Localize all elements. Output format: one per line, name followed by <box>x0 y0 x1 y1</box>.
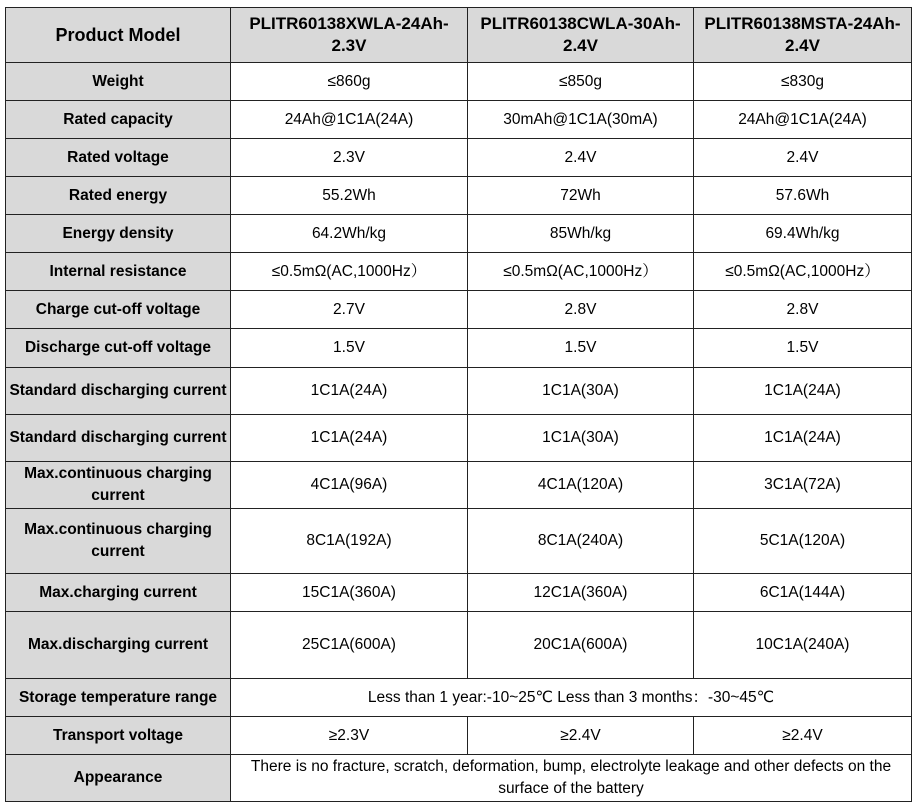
model-name: PLITR60138MSTA-24Ah-2.4V <box>694 8 912 63</box>
storage-temperature-value: Less than 1 year:-10~25℃ Less than 3 months：-30~45℃ <box>231 679 912 717</box>
cell-value: 10C1A(240A) <box>694 612 912 679</box>
cell-value: 8C1A(240A) <box>468 509 694 574</box>
row-label: Energy density <box>6 215 231 253</box>
cell-value: 2.7V <box>231 291 468 329</box>
table-row <box>6 368 912 415</box>
row-label: Transport voltage <box>6 717 231 755</box>
model-name: PLITR60138XWLA-24Ah-2.3V <box>231 8 468 63</box>
cell-value: 1.5V <box>231 329 468 368</box>
cell-value: 85Wh/kg <box>468 215 694 253</box>
table-row <box>6 462 912 509</box>
cell-value: ≤830g <box>694 63 912 101</box>
row-label: Storage temperature range <box>6 679 231 717</box>
table-row <box>6 253 912 291</box>
header-row <box>6 8 912 63</box>
cell-value: 12C1A(360A) <box>468 574 694 612</box>
table-row <box>6 509 912 574</box>
cell-value: ≤850g <box>468 63 694 101</box>
cell-value: 4C1A(96A) <box>231 462 468 509</box>
cell-value: 2.4V <box>694 139 912 177</box>
cell-value: 25C1A(600A) <box>231 612 468 679</box>
cell-value: 2.3V <box>231 139 468 177</box>
cell-value: 1C1A(30A) <box>468 368 694 415</box>
cell-value: 24Ah@1C1A(24A) <box>694 101 912 139</box>
cell-value: 8C1A(192A) <box>231 509 468 574</box>
cell-value: 3C1A(72A) <box>694 462 912 509</box>
cell-value: 1.5V <box>468 329 694 368</box>
row-label: Max.continuous charging current <box>6 462 231 509</box>
cell-value: 30mAh@1C1A(30mA) <box>468 101 694 139</box>
row-label: Weight <box>6 63 231 101</box>
table-row <box>6 329 912 368</box>
table-row-appearance <box>6 755 912 802</box>
cell-value: ≥2.4V <box>468 717 694 755</box>
cell-value: 55.2Wh <box>231 177 468 215</box>
table-row <box>6 63 912 101</box>
table-row-transport <box>6 717 912 755</box>
cell-value: 72Wh <box>468 177 694 215</box>
table-row <box>6 574 912 612</box>
spec-table <box>5 7 912 802</box>
cell-value: 1C1A(24A) <box>694 368 912 415</box>
cell-value: 2.4V <box>468 139 694 177</box>
model-name: PLITR60138CWLA-30Ah-2.4V <box>468 8 694 63</box>
cell-value: 24Ah@1C1A(24A) <box>231 101 468 139</box>
cell-value: 1C1A(24A) <box>694 415 912 462</box>
row-label: Standard discharging current <box>6 368 231 415</box>
table-row <box>6 101 912 139</box>
row-label: Internal resistance <box>6 253 231 291</box>
cell-value: ≤0.5mΩ(AC,1000Hz） <box>694 253 912 291</box>
row-label: Charge cut-off voltage <box>6 291 231 329</box>
appearance-value: There is no fracture, scratch, deformation, bump, electrolyte leakage and other defects on the surface of the battery <box>231 755 912 802</box>
cell-value: 15C1A(360A) <box>231 574 468 612</box>
header-label: Product Model <box>6 8 231 63</box>
cell-value: ≥2.4V <box>694 717 912 755</box>
row-label: Max.continuous charging current <box>6 509 231 574</box>
cell-value: 20C1A(600A) <box>468 612 694 679</box>
table-row <box>6 612 912 679</box>
cell-value: 69.4Wh/kg <box>694 215 912 253</box>
cell-value: 1C1A(24A) <box>231 368 468 415</box>
table-row <box>6 215 912 253</box>
table-row <box>6 139 912 177</box>
row-label: Standard discharging current <box>6 415 231 462</box>
table-row-storage <box>6 679 912 717</box>
row-label: Discharge cut-off voltage <box>6 329 231 368</box>
table-row <box>6 291 912 329</box>
cell-value: ≤0.5mΩ(AC,1000Hz） <box>231 253 468 291</box>
cell-value: 4C1A(120A) <box>468 462 694 509</box>
table-row <box>6 415 912 462</box>
cell-value: 64.2Wh/kg <box>231 215 468 253</box>
cell-value: ≤860g <box>231 63 468 101</box>
cell-value: ≥2.3V <box>231 717 468 755</box>
row-label: Max.discharging current <box>6 612 231 679</box>
table-row <box>6 177 912 215</box>
cell-value: 5C1A(120A) <box>694 509 912 574</box>
row-label: Appearance <box>6 755 231 802</box>
row-label: Max.charging current <box>6 574 231 612</box>
row-label: Rated capacity <box>6 101 231 139</box>
cell-value: 1.5V <box>694 329 912 368</box>
cell-value: 1C1A(24A) <box>231 415 468 462</box>
row-label: Rated energy <box>6 177 231 215</box>
row-label: Rated voltage <box>6 139 231 177</box>
cell-value: 57.6Wh <box>694 177 912 215</box>
cell-value: 2.8V <box>694 291 912 329</box>
cell-value: 2.8V <box>468 291 694 329</box>
cell-value: ≤0.5mΩ(AC,1000Hz） <box>468 253 694 291</box>
cell-value: 6C1A(144A) <box>694 574 912 612</box>
cell-value: 1C1A(30A) <box>468 415 694 462</box>
